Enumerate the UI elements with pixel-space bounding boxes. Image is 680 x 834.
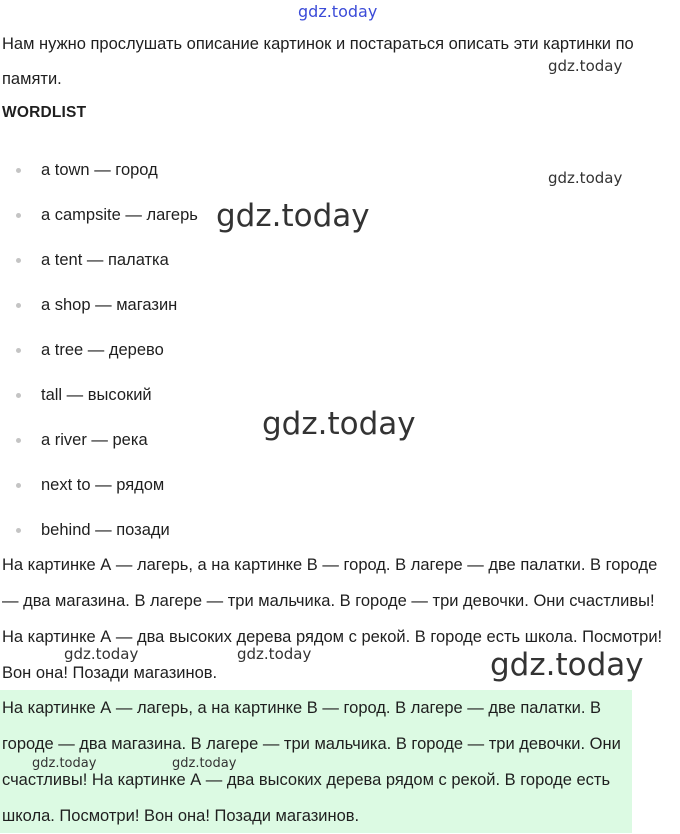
bullet-icon [16, 483, 21, 488]
list-item [0, 153, 198, 198]
bullet-icon [16, 303, 21, 308]
list-item [0, 333, 198, 378]
watermark-small: gdz.today [172, 756, 237, 771]
wordlist-heading: WORDLIST [2, 104, 87, 121]
watermark-large: gdz.today [490, 647, 644, 683]
list-item-text: a tent — палатка [41, 251, 169, 269]
bullet-icon [16, 528, 21, 533]
watermark-small: gdz.today [548, 57, 623, 75]
bullet-icon [16, 393, 21, 398]
list-item-text: a tree — дерево [41, 341, 164, 359]
watermark-large: gdz.today [216, 198, 370, 234]
watermark-small: gdz.today [32, 756, 97, 771]
bullet-icon [16, 258, 21, 263]
bullet-icon [16, 348, 21, 353]
list-item-text: next to — рядом [41, 476, 165, 494]
watermark-small: gdz.today [548, 169, 623, 187]
list-item-text: a town — город [41, 161, 158, 179]
bullet-icon [16, 213, 21, 218]
bullet-icon [16, 168, 21, 173]
list-item [0, 423, 198, 468]
list-item [0, 288, 198, 333]
list-item-text: a shop — магазин [41, 296, 178, 314]
bullet-icon [16, 438, 21, 443]
list-item [0, 243, 198, 288]
watermark-small: gdz.today [64, 645, 139, 663]
list-item-text: behind — позади [41, 521, 170, 539]
watermark-top: gdz.today [298, 2, 378, 21]
list-item-text: a river — река [41, 431, 148, 449]
description-paragraph: На картинке А — лагерь, а на картинке В — город. В лагере — две палатки. В городе — два магазина. В лагере — три мальчика. В городе — три девочки. Они счастливы! На картинке А — два высоких дерева рядом с рекой. В городе есть школа. Посмотри! Вон она! Позади магазинов. [2, 556, 663, 682]
list-item [0, 468, 198, 513]
list-item-text: tall — высокий [41, 386, 152, 404]
list-item [0, 378, 198, 423]
watermark-small: gdz.today [237, 645, 312, 663]
answer-text: На картинке А — лагерь, а на картинке В — город. В лагере — две палатки. В городе — два магазина. В лагере — три мальчика. В городе — три девочки. Они счастливы! На картинке А — два высоких дерева рядом с рекой. В городе есть школа. Посмотри! Вон она! Позади магазинов. [2, 699, 621, 825]
wordlist [0, 153, 198, 558]
list-item [0, 198, 198, 243]
list-item-text: a campsite — лагерь [41, 206, 198, 224]
watermark-large: gdz.today [262, 406, 416, 442]
intro-text: Нам нужно прослушать описание картинок и постараться описать эти картинки по памяти. [2, 35, 634, 88]
